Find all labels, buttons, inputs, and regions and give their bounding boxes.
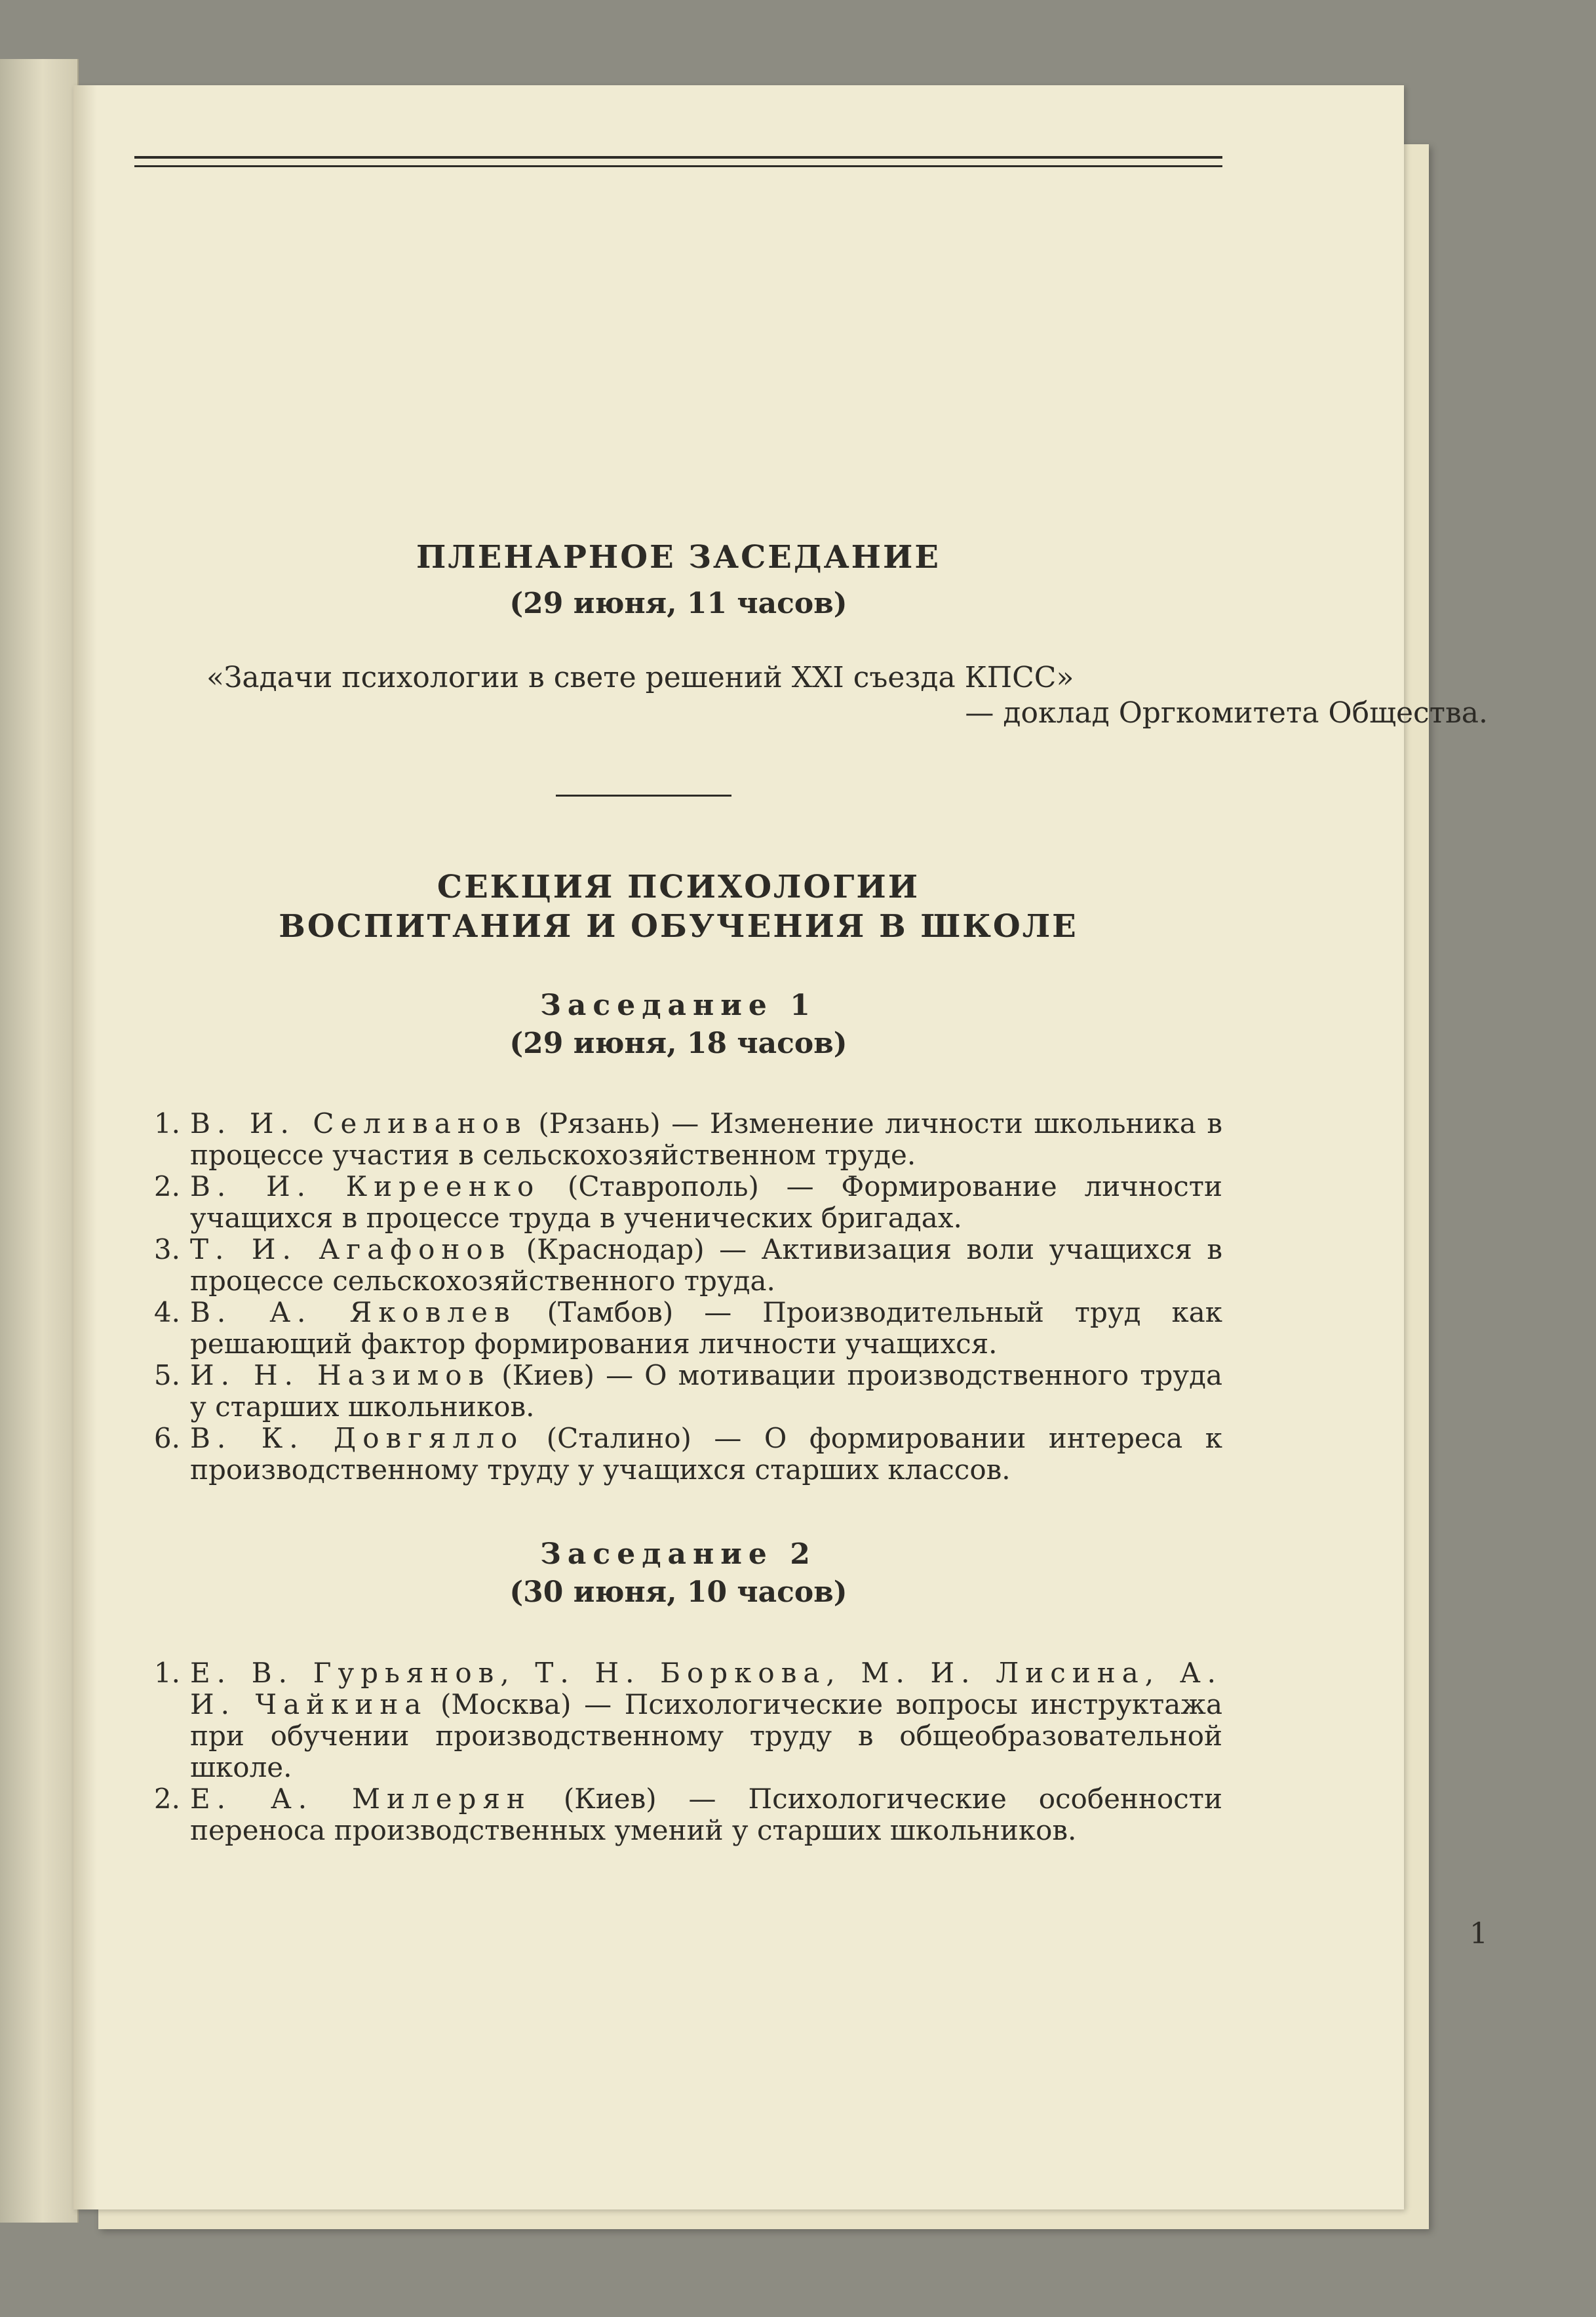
item-number: 2. (153, 1170, 180, 1202)
item-authors: В. И. Селиванов (190, 1107, 528, 1139)
item-text: (Тамбов) — Производительный труд как решающий фактор формирования личности учащихся. (190, 1296, 1223, 1360)
plenary-report-by: — доклад Оргкомитета Общества. (965, 696, 1488, 730)
session1-list (134, 1108, 1222, 1486)
item-authors: В. А. Яковлев (190, 1296, 516, 1328)
item-text: (Москва) — Психологические вопросы инструктажа при обучении производственному труду в общеобразовательной школе. (190, 1688, 1222, 1783)
item-authors: И. Н. Назимов (190, 1359, 491, 1391)
page-number: 1 (1469, 1917, 1488, 1951)
list-item (134, 1423, 1222, 1486)
plenary-title: ПЛЕНАРНОЕ ЗАСЕДАНИЕ (416, 539, 941, 576)
item-authors: Е. А. Милерян (190, 1783, 532, 1815)
item-authors: В. К. Довгялло (190, 1422, 524, 1454)
item-number: 2. (153, 1783, 180, 1815)
item-number: 4. (153, 1296, 180, 1328)
section-title-line1: СЕКЦИЯ ПСИХОЛОГИИ (437, 869, 920, 905)
session2-date: (30 июня, 10 часов) (509, 1575, 847, 1609)
session2-title: Заседание 2 (540, 1537, 817, 1571)
list-item (134, 1360, 1222, 1423)
plenary-date: (29 июня, 11 часов) (509, 587, 847, 620)
item-text: (Краснодар) — Активизация воли учащихся в процессе сельскохозяйственного труда. (190, 1233, 1223, 1297)
item-number: 1. (153, 1107, 180, 1139)
list-item (134, 1108, 1222, 1171)
list-item (134, 1234, 1222, 1297)
item-authors: Т. И. Агафонов (190, 1233, 512, 1265)
item-number: 6. (153, 1422, 180, 1454)
item-text: (Ставрополь) — Формирование личности учащихся в процессе труда в ученических бригадах. (190, 1170, 1222, 1234)
item-text: (Киев) — Психологические особенности переноса производственных умений у старших школьников. (190, 1783, 1222, 1846)
item-number: 5. (153, 1359, 180, 1391)
item-text: (Рязань) — Изменение личности школьника в процессе участия в сельскохозяйственном труде. (190, 1107, 1222, 1171)
header-double-rule (134, 156, 1222, 167)
section-title-line2: ВОСПИТАНИЯ И ОБУЧЕНИЯ В ШКОЛЕ (279, 908, 1078, 945)
section-divider (556, 795, 731, 797)
list-item (134, 1783, 1222, 1846)
item-number: 3. (153, 1233, 180, 1265)
session1-title: Заседание 1 (540, 989, 817, 1022)
session2-list (134, 1657, 1222, 1846)
item-number: 1. (153, 1657, 180, 1689)
item-authors: Е. В. Гурьянов, Т. Н. Боркова, М. И. Лисина, А. И. Чайкина (190, 1657, 1222, 1720)
page-crease (73, 85, 97, 2209)
list-item (134, 1657, 1222, 1783)
previous-page-edge (0, 59, 79, 2223)
item-text: (Сталино) — О формировании интереса к производственному труду у учащихся старших классов. (190, 1422, 1222, 1486)
item-text: (Киев) — О мотивации производственного труда у старших школьников. (190, 1359, 1222, 1423)
plenary-report-title: «Задачи психологии в свете решений XXI съезда КПСС» (206, 661, 1074, 694)
session1-date: (29 июня, 18 часов) (509, 1027, 847, 1060)
item-authors: В. И. Киреенко (190, 1170, 541, 1202)
list-item (134, 1171, 1222, 1234)
list-item (134, 1297, 1222, 1360)
